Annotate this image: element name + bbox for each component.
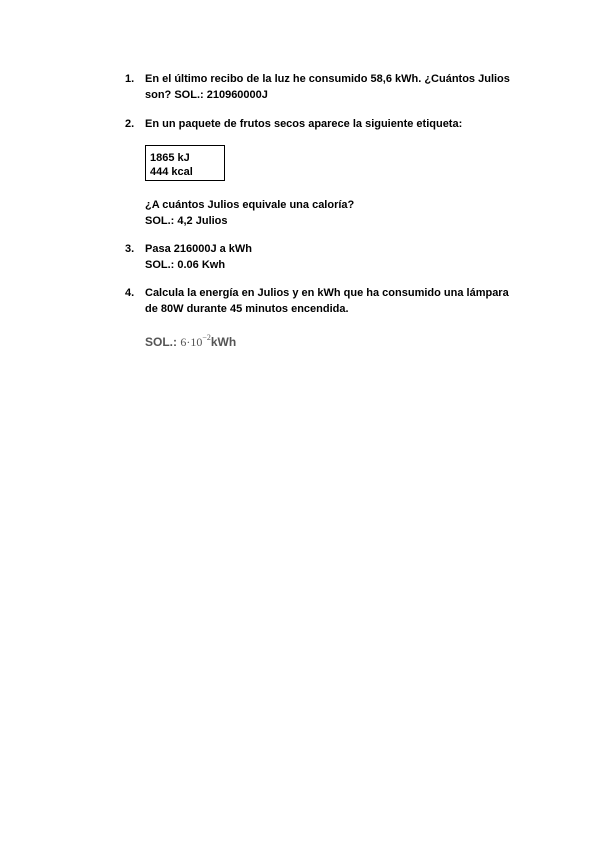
text-line: En el último recibo de la luz he consumido 58,6 kWh. ¿Cuántos Julios	[145, 73, 510, 85]
text-line: SOL.: 0.06 Kwh	[145, 259, 226, 271]
exercise-text	[145, 71, 530, 103]
nutrition-label	[145, 145, 225, 181]
exercise-text	[145, 285, 530, 317]
text-line: de 80W durante 45 minutos encendida.	[145, 303, 349, 315]
solution-mantissa: 6·10	[180, 335, 203, 349]
exercise-4-solution	[145, 333, 236, 350]
exercise-number: 2.	[125, 118, 135, 130]
text-line: ¿A cuántos Julios equivale una caloría?	[145, 199, 355, 211]
label-energy-kj: 1865 kJ	[150, 152, 190, 164]
exercise-number: 1.	[125, 73, 135, 85]
text-line: Pasa 216000J a kWh	[145, 243, 253, 255]
text-line: Calcula la energía en Julios y en kWh que ha consumido una lámpara	[145, 287, 509, 299]
solution-unit: kWh	[210, 335, 237, 349]
exercise-number: 4.	[125, 287, 135, 299]
exercise-number: 3.	[125, 243, 135, 255]
solution-exponent: −2	[202, 333, 211, 342]
exercise-text	[145, 197, 530, 229]
text-line: son? SOL.: 210960000J	[145, 89, 268, 101]
exercise-text	[145, 116, 530, 132]
label-energy-kcal: 444 kcal	[150, 166, 193, 178]
text-line: SOL.: 4,2 Julios	[145, 215, 228, 227]
text-line: En un paquete de frutos secos aparece la siguiente etiqueta:	[145, 118, 463, 130]
exercise-text	[145, 241, 530, 273]
solution-prefix: SOL.:	[145, 335, 177, 349]
